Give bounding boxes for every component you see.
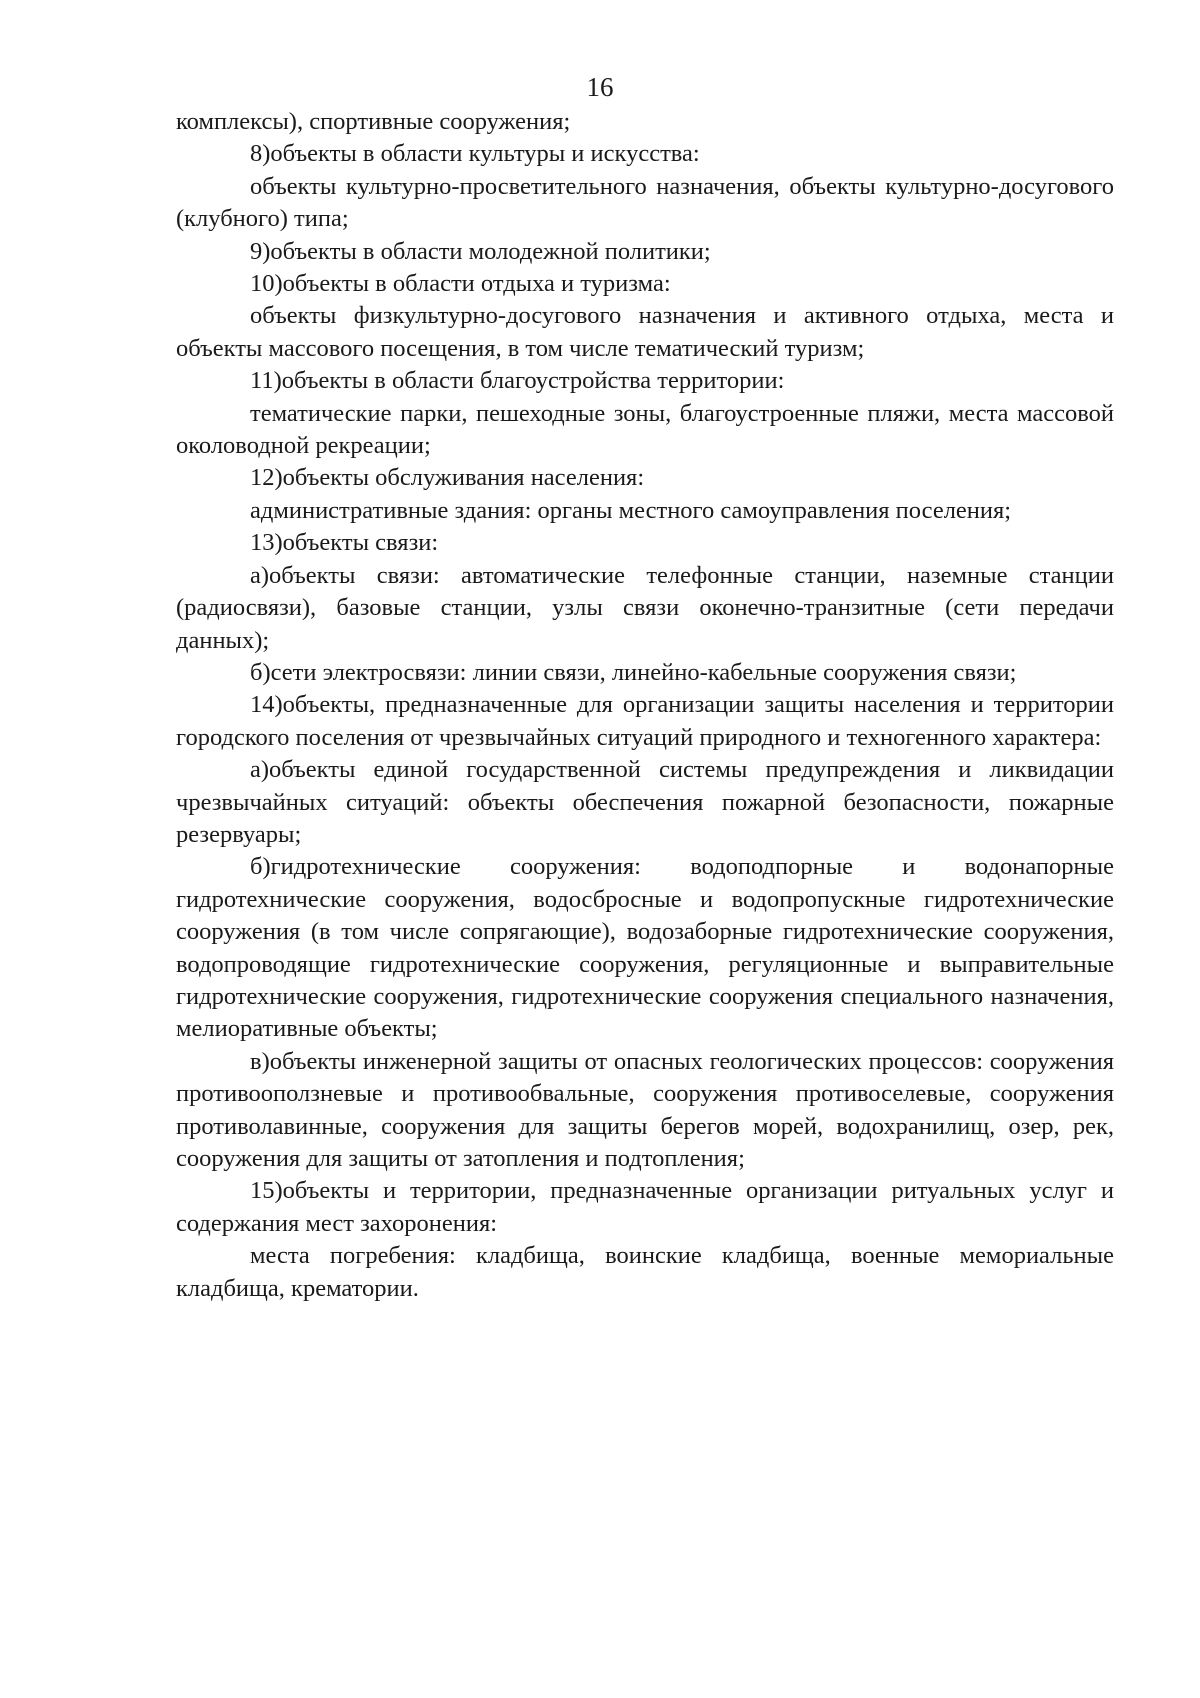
paragraph-item-8: 8)объекты в области культуры и искусства:: [250, 140, 700, 168]
paragraph-item-14c: в)объекты инженерной защиты от опасных геологических процессов: сооружения противооползневые и противообвальные, сооружения противоселевые, сооружения противолавинные, сооружения для защиты берегов морей, водохранилищ, озер, рек, сооружения для защиты от затопления и подтопления;: [176, 1047, 1114, 1172]
document-body: [176, 106, 1114, 1305]
paragraph-item-12-detail: административные здания: органы местного самоуправления поселения;: [250, 496, 1012, 524]
paragraph-item-14: 14)объекты, предназначенные для организации защиты населения и территории городского поселения от чрезвычайных ситуаций природного и техногенного характера:: [176, 691, 1114, 751]
paragraph-item-9: 9)объекты в области молодежной политики;: [250, 237, 711, 265]
paragraph-item-15: 15)объекты и территории, предназначенные организации ритуальных услуг и содержания мест захоронения:: [176, 1177, 1114, 1237]
paragraph-item-8-detail: объекты культурно-просветительного назначения, объекты культурно-досугового (клубного) типа;: [176, 172, 1114, 233]
paragraph-item-14b: б)гидротехнические сооружения: водоподпорные и водонапорные гидротехнические сооружения, водосбросные и водопропускные гидротехнические сооружения (в том числе сопрягающие), водозаборные гидротехнические сооружения, водопроводящие гидротехнические сооружения, регуляционные и выправительные гидротехнические сооружения, гидротехнические сооружения специального назначения, мелиоративные объекты;: [176, 853, 1114, 1043]
page-number: 16: [586, 72, 614, 102]
paragraph-item-11-detail: тематические парки, пешеходные зоны, благоустроенные пляжи, места массовой околоводной рекреации;: [176, 399, 1114, 460]
paragraph-item-13b: б)сети электросвязи: линии связи, линейно-кабельные сооружения связи;: [250, 658, 1017, 686]
paragraph-continuation: комплексы), спортивные сооружения;: [176, 108, 571, 135]
paragraph-item-13a: а)объекты связи: автоматические телефонные станции, наземные станции (радиосвязи), базовые станции, узлы связи оконечно-транзитные (сети передачи данных);: [176, 561, 1114, 654]
paragraph-item-10-detail: объекты физкультурно-досугового назначения и активного отдыха, места и объекты массового посещения, в том числе тематический туризм;: [176, 302, 1114, 362]
paragraph-item-15-detail: места погребения: кладбища, воинские кладбища, военные мемориальные кладбища, крематории.: [176, 1242, 1114, 1302]
paragraph-item-10: 10)объекты в области отдыха и туризма:: [250, 270, 671, 298]
paragraph-item-12: 12)объекты обслуживания населения:: [250, 464, 645, 492]
paragraph-item-11: 11)объекты в области благоустройства территории:: [250, 367, 785, 395]
paragraph-item-14a: а)объекты единой государственной системы предупреждения и ликвидации чрезвычайных ситуаций: объекты обеспечения пожарной безопасности, пожарные резервуары;: [176, 756, 1114, 848]
paragraph-item-13: 13)объекты связи:: [250, 529, 439, 557]
